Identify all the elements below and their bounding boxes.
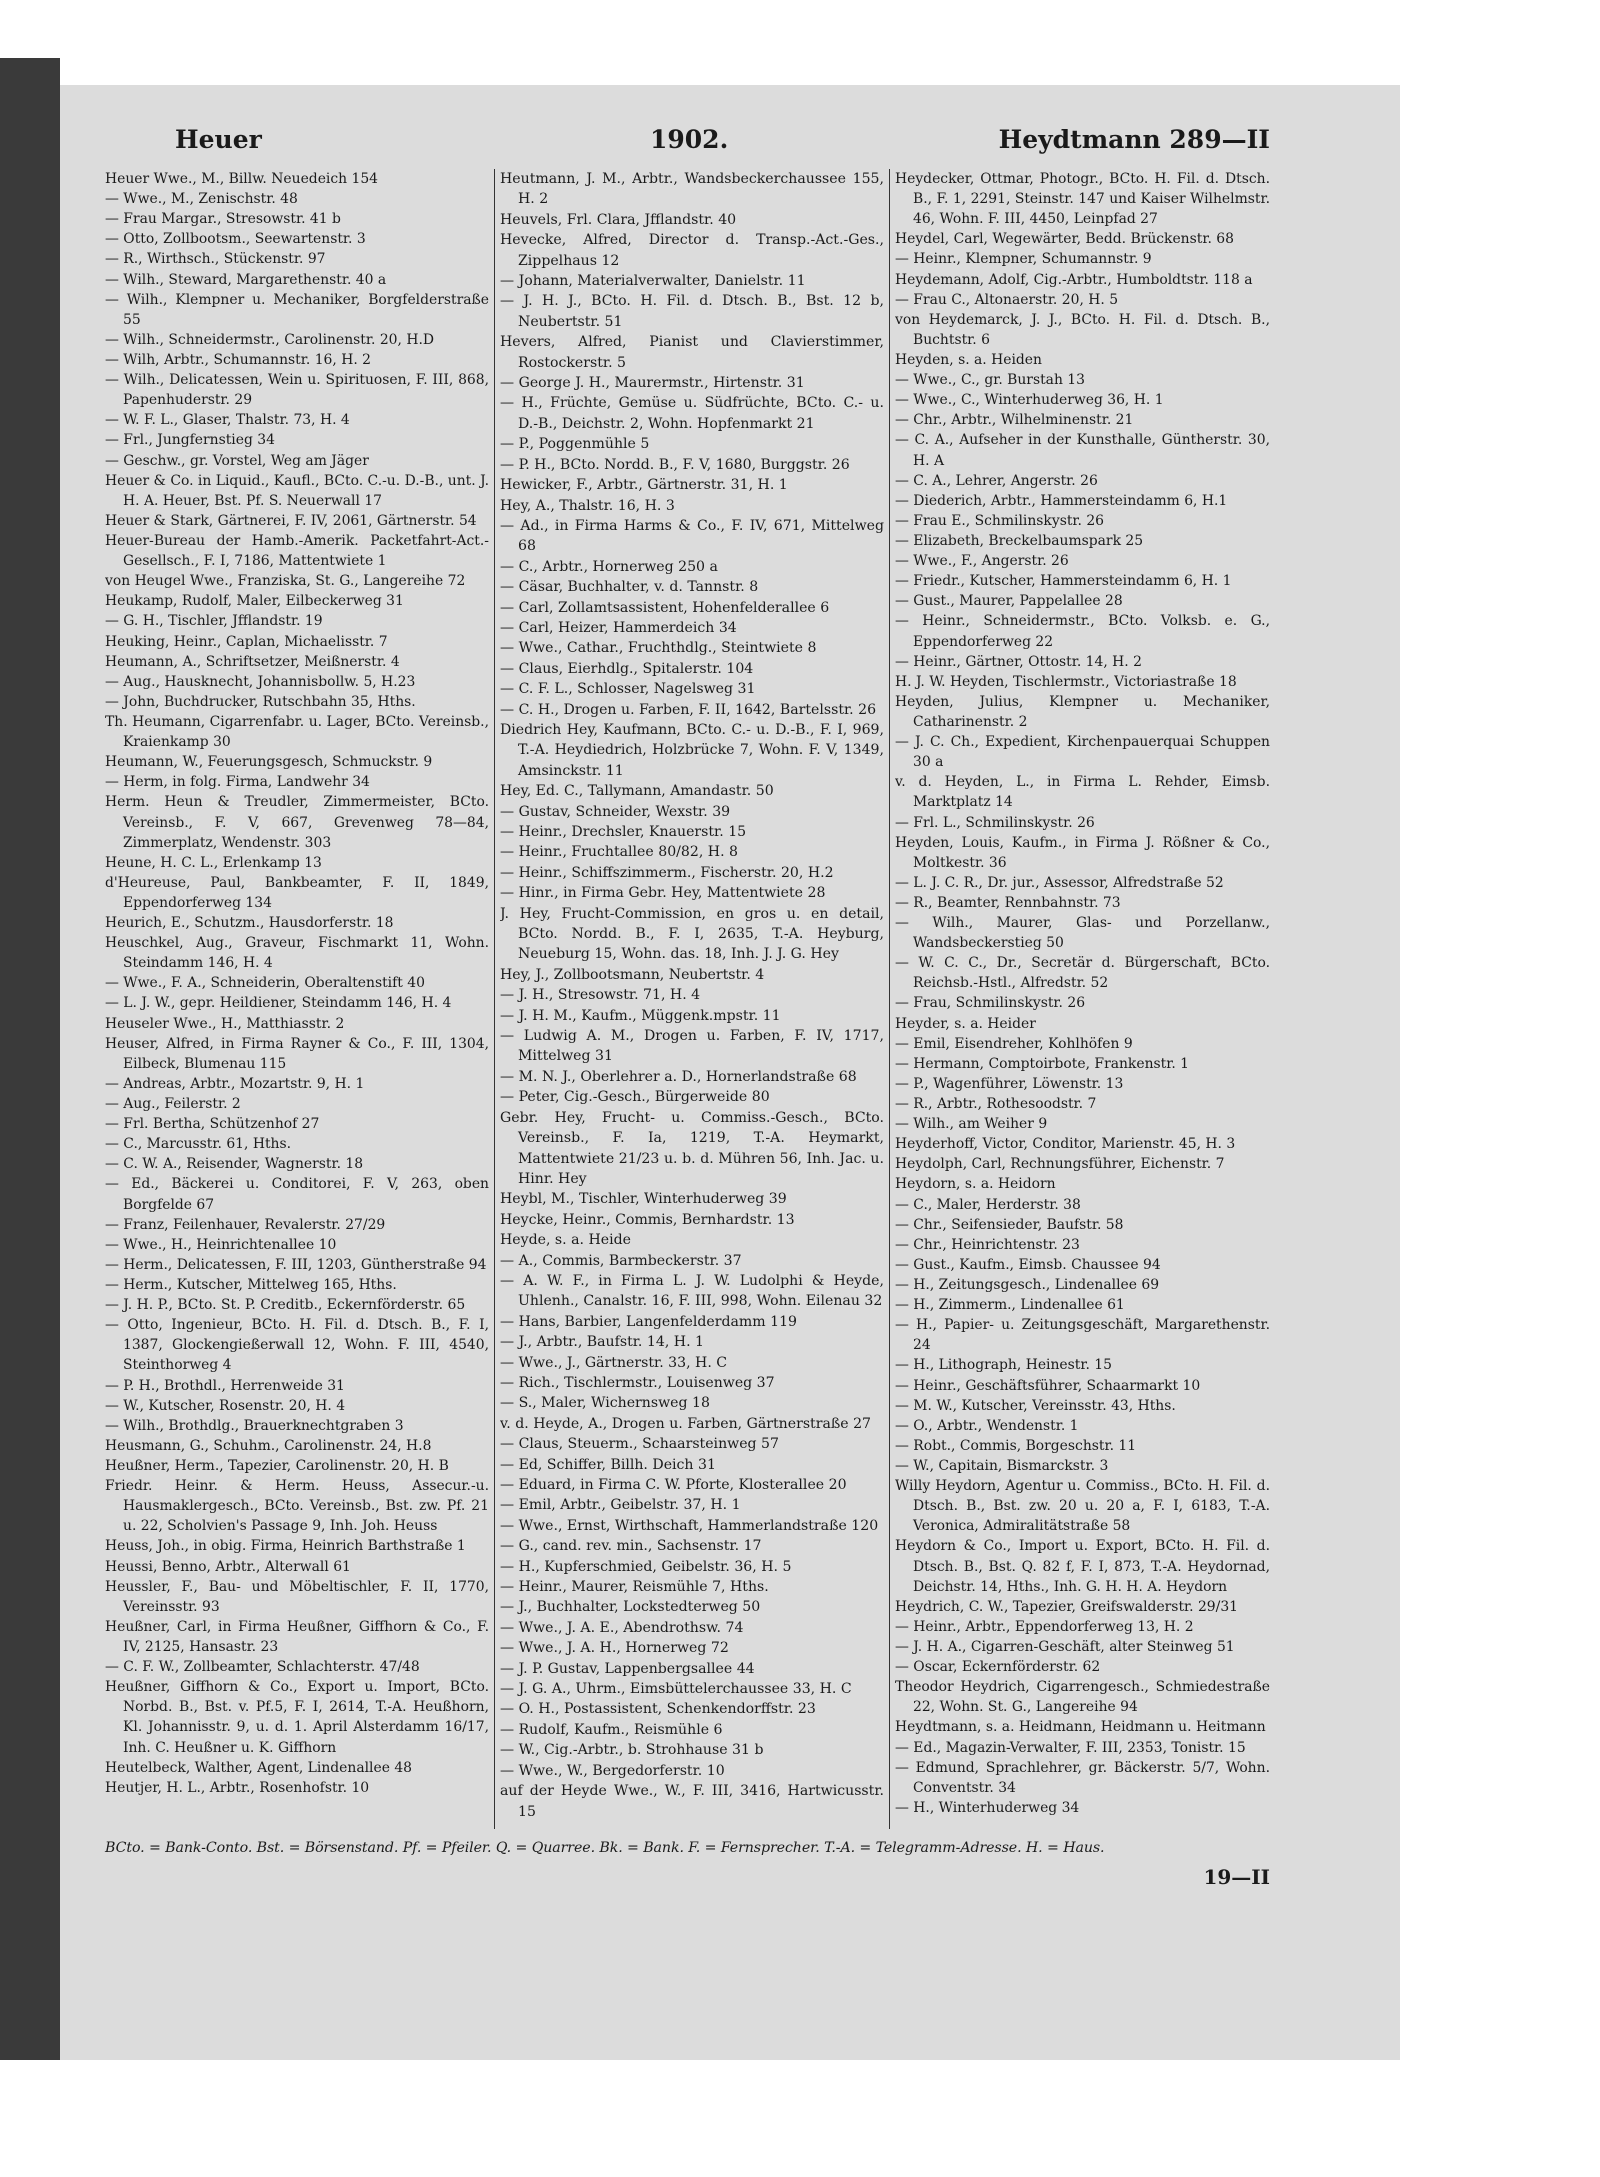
directory-entry: — P., Wagenführer, Löwenstr. 13 [895, 1075, 1124, 1092]
directory-entry: — P., Poggenmühle 5 [500, 436, 650, 453]
directory-entry: — C. F. W., Zollbeamter, Schlachterstr. 47/48 [105, 1659, 420, 1676]
directory-entry: — Chr., Arbtr., Wilhelminenstr. 21 [895, 412, 1134, 429]
directory-entry: Heußner, Giffhorn & Co., Export u. Import, BCto. Norbd. B., Bst. v. Pf.5, F. I, 2614, T.-A. Heußhorn, Kl. Johannisstr. 9, u. d. 1. April Alsterdamm 16/17, Inh. C. Heußner u. K. Giffhorn [105, 1679, 489, 1756]
directory-entry: — M. N. J., Oberlehrer a. D., Hornerlandstraße 68 [500, 1068, 857, 1085]
directory-entry: — Rudolf, Kaufm., Reismühle 6 [500, 1721, 723, 1738]
directory-entry: J. Hey, Frucht-Commission, en gros u. en detail, BCto. Nordd. B., F. I, 2635, T.-A. Heyburg, Neueburg 15, Wohn. das. 18, Inh. J. J. G. Hey [500, 905, 884, 963]
directory-entry: — Wwe., F. A., Schneiderin, Oberaltenstift 40 [105, 975, 425, 992]
directory-entry: Heutjer, H. L., Arbtr., Rosenhofstr. 10 [105, 1779, 370, 1796]
directory-entry: Heydolph, Carl, Rechnungsführer, Eichenstr. 7 [895, 1156, 1225, 1173]
directory-entry: — H., Zimmerm., Lindenallee 61 [895, 1297, 1125, 1314]
directory-entry: Heybl, M., Tischler, Winterhuderweg 39 [500, 1191, 787, 1208]
directory-entry: — S., Maler, Wichernsweg 18 [500, 1395, 710, 1412]
directory-entry: — A. W. F., in Firma L. J. W. Ludolphi & Heyde, Uhlenh., Canalstr. 16, F. III, 998, Wohn. Eilenau 32 [500, 1272, 884, 1310]
directory-entry: — Wwe., M., Zenischstr. 48 [105, 191, 298, 208]
directory-entry: — Herm, in folg. Firma, Landwehr 34 [105, 774, 370, 791]
directory-entry: — O. H., Postassistent, Schenkendorffstr. 23 [500, 1701, 816, 1718]
directory-entry: — H., Früchte, Gemüse u. Südfrüchte, BCto. C.- u. D.-B., Deichstr. 2, Wohn. Hopfenmarkt 21 [500, 395, 884, 432]
directory-entry: — C., Marcusstr. 61, Hths. [105, 1136, 292, 1153]
directory-entry: Heuer & Co. in Liquid., Kaufl., BCto. C.-u. D.-B., unt. J. H. A. Heuer, Bst. Pf. S. Neuerwall 17 [105, 472, 489, 509]
directory-entry: Herm. Heun & Treudler, Zimmermeister, BCto. Vereinsb., F. V, 667, Grevenweg 78—84, Zimmerplatz, Wendenstr. 303 [105, 794, 489, 851]
directory-entry: — Wwe., C., Winterhuderweg 36, H. 1 [895, 392, 1164, 409]
directory-entry: Heußner, Carl, in Firma Heußner, Giffhorn & Co., F. IV, 2125, Hansastr. 23 [105, 1618, 489, 1655]
directory-entry: — J. C. Ch., Expedient, Kirchenpauerquai Schuppen 30 a [895, 734, 1270, 771]
directory-entry: Th. Heumann, Cigarrenfabr. u. Lager, BCto. Vereinsb., Kraienkamp 30 [105, 713, 489, 751]
directory-entry: — C., Maler, Herderstr. 38 [895, 1196, 1081, 1213]
directory-entry: — G. H., Tischler, Jfflandstr. 19 [105, 613, 323, 630]
directory-entry: — Wilh., Steward, Margarethenstr. 40 a [105, 271, 387, 288]
directory-entry: — P. H., Brothdl., Herrenweide 31 [105, 1377, 345, 1394]
directory-entry: Heusmann, G., Schuhm., Carolinenstr. 24, H.8 [105, 1437, 432, 1454]
directory-entry: — R., Beamter, Rennbahnstr. 73 [895, 894, 1121, 911]
directory-entry: — J. H. J., BCto. H. Fil. d. Dtsch. B., Bst. 12 b, Neubertstr. 51 [500, 293, 884, 330]
directory-entry: — C. A., Lehrer, Angerstr. 26 [895, 472, 1098, 489]
directory-entry: — Wwe., H., Heinrichtenallee 10 [105, 1236, 337, 1253]
directory-entry: — Eduard, in Firma C. W. Pforte, Klosterallee 20 [500, 1477, 847, 1493]
directory-entry: — Emil, Arbtr., Geibelstr. 37, H. 1 [500, 1497, 741, 1514]
directory-entry: Heydel, Carl, Wegewärter, Bedd. Brückenstr. 68 [895, 231, 1234, 248]
directory-entry: — Wilh., Maurer, Glas- und Porzellanw., Wandsbeckerstieg 50 [895, 915, 1270, 952]
directory-entry: Heydorn, s. a. Heidorn [895, 1176, 1056, 1193]
directory-entry: — Wwe., Ernst, Wirthschaft, Hammerlandstraße 120 [500, 1517, 879, 1534]
directory-entry: Hewicker, F., Arbtr., Gärtnerstr. 31, H. 1 [500, 477, 788, 494]
directory-entry: — Otto, Zollbootsm., Seewartenstr. 3 [105, 231, 366, 248]
directory-entry: — Frl. L., Schmilinskystr. 26 [895, 814, 1095, 831]
directory-entry: — M. W., Kutscher, Vereinsstr. 43, Hths. [895, 1397, 1176, 1414]
directory-entry: Hevers, Alfred, Pianist und Clavierstimmer, Rostockerstr. 5 [500, 334, 884, 371]
directory-entry: — W. F. L., Glaser, Thalstr. 73, H. 4 [105, 412, 350, 429]
directory-entry: — Aug., Feilerstr. 2 [105, 1096, 241, 1113]
directory-entry: Heydtmann, s. a. Heidmann, Heidmann u. Heitmann [895, 1719, 1266, 1736]
directory-entry: Heumann, W., Feuerungsgesch, Schmuckstr. 9 [105, 754, 433, 771]
directory-entry: — Carl, Heizer, Hammerdeich 34 [500, 619, 737, 636]
directory-entry: — J. G. A., Uhrm., Eimsbüttelerchaussee 33, H. C [500, 1681, 852, 1698]
directory-entry: Heuseler Wwe., H., Matthiasstr. 2 [105, 1015, 345, 1032]
directory-entry: — Geschw., gr. Vorstel, Weg am Jäger [105, 452, 369, 469]
directory-entry: Heyden, Julius, Klempner u. Mechaniker, Catharinenstr. 2 [895, 693, 1270, 730]
directory-entry: — Peter, Cig.-Gesch., Bürgerweide 80 [500, 1089, 770, 1106]
directory-entry: — Heinr., Gärtner, Ottostr. 14, H. 2 [895, 653, 1142, 670]
directory-entry: — W., Capitain, Bismarckstr. 3 [895, 1458, 1109, 1474]
directory-entry: — J. P. Gustav, Lappenbergsallee 44 [500, 1660, 755, 1677]
directory-entry: — Wwe., J. A. H., Hornerweg 72 [500, 1640, 729, 1657]
directory-entry: — John, Buchdrucker, Rutschbahn 35, Hths. [105, 693, 416, 710]
book-binding [0, 58, 60, 2060]
directory-entry: — Claus, Steuerm., Schaarsteinweg 57 [500, 1436, 779, 1453]
directory-entry: — Heinr., Maurer, Reismühle 7, Hths. [500, 1579, 769, 1596]
directory-entry: — Wilh., Schneidermstr., Carolinenstr. 20, H.D [105, 331, 434, 348]
directory-entry: — Wwe., W., Bergedorferstr. 10 [500, 1762, 725, 1779]
directory-entry: — R., Arbtr., Rothesoodstr. 7 [895, 1096, 1097, 1113]
directory-entry: — Heinr., Fruchtallee 80/82, H. 8 [500, 844, 739, 861]
directory-entry: Heyden, s. a. Heiden [895, 351, 1042, 368]
directory-entry: — Herm., Delicatessen, F. III, 1203, Güntherstraße 94 [105, 1256, 487, 1273]
directory-entry: — J., Buchhalter, Lockstedterweg 50 [500, 1599, 761, 1616]
directory-entry: — Wilh., Klempner u. Mechaniker, Borgfelderstraße 55 [105, 291, 489, 328]
abbreviation-legend: BCto. = Bank-Conto. Bst. = Börsenstand. Pf. = Pfeiler. Q. = Quarree. Bk. = Bank. F. = Fernsprecher. T.-A. = Telegramm-Adresse. H. = Haus. [105, 1840, 1105, 1856]
directory-entry: Diedrich Hey, Kaufmann, BCto. C.- u. D.-B., F. I, 969, T.-A. Heydiedrich, Holzbrücke 7, Wohn. F. V, 1349, Amsinckstr. 11 [500, 721, 884, 779]
directory-entry: — Frau C., Altonaerstr. 20, H. 5 [895, 291, 1119, 308]
header-year: 1902. [650, 125, 729, 154]
directory-entry: — Ed., Bäckerei u. Conditorei, F. V, 263, oben Borgfelde 67 [105, 1176, 489, 1213]
running-head [105, 125, 1270, 161]
directory-entry: Heydecker, Ottmar, Photogr., BCto. H. Fil. d. Dtsch. B., F. 1, 2291, Steinstr. 147 und Kaiser Wilhelmstr. 46, Wohn. F. III, 4450, Leinpfad 27 [895, 171, 1270, 228]
directory-entry: — C., Arbtr., Hornerweg 250 a [500, 558, 718, 575]
column-divider [889, 169, 890, 1829]
directory-entry: Hey, J., Zollbootsmann, Neubertstr. 4 [500, 966, 765, 983]
directory-entry: Heuer Wwe., M., Billw. Neuedeich 154 [105, 171, 379, 187]
directory-entry: — Edmund, Sprachlehrer, gr. Bäckerstr. 5/7, Wohn. Conventstr. 34 [895, 1759, 1270, 1796]
directory-entry: — Claus, Eierhdlg., Spitalerstr. 104 [500, 660, 754, 677]
directory-entry: Heußner, Herm., Tapezier, Carolinenstr. 20, H. B [105, 1458, 449, 1474]
directory-entry: — Wwe., J. A. E., Abendrothsw. 74 [500, 1619, 744, 1636]
directory-entry: Heydemann, Adolf, Cig.-Arbtr., Humboldtstr. 118 a [895, 271, 1253, 288]
directory-entry: — Frau Margar., Stresowstr. 41 b [105, 211, 341, 228]
directory-entry: — Heinr., Geschäftsführer, Schaarmarkt 10 [895, 1377, 1201, 1394]
column-divider [494, 169, 495, 1829]
directory-entry: Willy Heydorn, Agentur u. Commiss., BCto. H. Fil. d. Dtsch. B., Bst. zw. 20 u. 20 a, F. I, 6183, T.-A. Veronica, Admiralitätstraße 58 [895, 1478, 1270, 1535]
directory-entry: — Rich., Tischlermstr., Louisenweg 37 [500, 1374, 775, 1391]
directory-entry: Hey, A., Thalstr. 16, H. 3 [500, 497, 675, 514]
column-3 [895, 169, 1270, 1829]
directory-entry: — J., Arbtr., Baufstr. 14, H. 1 [500, 1334, 705, 1351]
directory-entry: — C. A., Aufseher in der Kunsthalle, Güntherstr. 30, H. A [895, 432, 1270, 469]
directory-entry: — Franz, Feilenhauer, Revalerstr. 27/29 [105, 1216, 386, 1233]
directory-entry: Heuss, Joh., in obig. Firma, Heinrich Barthstraße 1 [105, 1538, 466, 1555]
directory-entry: — Elizabeth, Breckelbaumspark 25 [895, 532, 1144, 549]
directory-entry: — Frau, Schmilinskystr. 26 [895, 995, 1086, 1012]
directory-entry: — Heinr., Schneidermstr., BCto. Volksb. e. G., Eppendorferweg 22 [895, 613, 1270, 650]
directory-entry: — Heinr., Drechsler, Knauerstr. 15 [500, 824, 747, 840]
directory-entry: Hey, Ed. C., Tallymann, Amandastr. 50 [500, 783, 774, 800]
directory-entry: — Frl., Jungfernstieg 34 [105, 432, 275, 449]
directory-entry: — J. H., Stresowstr. 71, H. 4 [500, 987, 701, 1004]
directory-entry: — Chr., Heinrichtenstr. 23 [895, 1236, 1080, 1253]
directory-entry: Hevecke, Alfred, Director d. Transp.-Act.-Ges., Zippelhaus 12 [500, 232, 884, 269]
directory-entry: Heutmann, J. M., Arbtr., Wandsbeckerchaussee 155, H. 2 [500, 171, 884, 208]
directory-entry: — Heinr., Schiffszimmerm., Fischerstr. 20, H.2 [500, 864, 834, 881]
directory-entry: — Wilh., Delicatessen, Wein u. Spirituosen, F. III, 868, Papenhuderstr. 29 [105, 372, 489, 409]
directory-entry: — Ed, Schiffer, Billh. Deich 31 [500, 1456, 716, 1473]
header-left-keyword: Heuer [175, 125, 262, 154]
directory-entry: — Diederich, Arbtr., Hammersteindamm 6, H.1 [895, 492, 1228, 509]
directory-entry: von Heugel Wwe., Franziska, St. G., Langereihe 72 [105, 573, 466, 590]
directory-entry: — Wwe., Cathar., Fruchthdlg., Steintwiete 8 [500, 640, 817, 657]
directory-entry: Heycke, Heinr., Commis, Bernhardstr. 13 [500, 1211, 795, 1228]
directory-entry: auf der Heyde Wwe., W., F. III, 3416, Hartwicusstr. 15 [500, 1783, 884, 1820]
directory-entry: — H., Lithograph, Heinestr. 15 [895, 1357, 1112, 1374]
directory-entry: — Ad., in Firma Harms & Co., F. IV, 671, Mittelweg 68 [500, 517, 884, 555]
directory-entry: — Hermann, Comptoirbote, Frankenstr. 1 [895, 1055, 1190, 1072]
column-1 [105, 169, 489, 1829]
directory-entry: — C. H., Drogen u. Farben, F. II, 1642, Bartelsstr. 26 [500, 701, 877, 718]
directory-entry: Heydorn & Co., Import u. Export, BCto. H. Fil. d. Dtsch. B., Bst. Q. 82 f, F. I, 873, T.-A. Heydornad, Deichstr. 14, Hths., Inh. G. H. H. A. Heydorn [895, 1538, 1270, 1595]
directory-entry: — L. J. C. R., Dr. jur., Assessor, Alfredstraße 52 [895, 874, 1224, 891]
directory-entry: — George J. H., Maurermstr., Hirtenstr. 31 [500, 375, 805, 392]
directory-entry: — C. F. L., Schlosser, Nagelsweg 31 [500, 681, 756, 698]
directory-entry: — Oscar, Eckernförderstr. 62 [895, 1659, 1101, 1676]
directory-entry: Heyderhoff, Victor, Conditor, Marienstr. 45, H. 3 [895, 1136, 1236, 1153]
directory-entry: — Cäsar, Buchhalter, v. d. Tannstr. 8 [500, 579, 759, 596]
directory-entry: von Heydemarck, J. J., BCto. H. Fil. d. Dtsch. B., Buchtstr. 6 [895, 311, 1270, 348]
directory-entry: — Gustav, Schneider, Wexstr. 39 [500, 803, 731, 820]
directory-entry: — Hans, Barbier, Langenfelderdamm 119 [500, 1313, 798, 1330]
sheet-signature: 19—II [1203, 1865, 1270, 1889]
directory-page [105, 125, 1270, 1900]
directory-entry: — O., Arbtr., Wendenstr. 1 [895, 1417, 1079, 1434]
directory-entry: Heune, H. C. L., Erlenkamp 13 [105, 854, 322, 871]
directory-entry: Heurich, E., Schutzm., Hausdorferstr. 18 [105, 915, 394, 932]
directory-entry: — H., Winterhuderweg 34 [895, 1799, 1080, 1816]
directory-entry: — W., Kutscher, Rosenstr. 20, H. 4 [105, 1397, 346, 1414]
directory-entry: — W. C. C., Dr., Secretär d. Bürgerschaft, BCto. Reichsb.-Hstl., Alfredstr. 52 [895, 955, 1270, 992]
header-right-keyword: Heydtmann 289—II [998, 125, 1270, 154]
directory-entry: — Carl, Zollamtsassistent, Hohenfelderallee 6 [500, 599, 830, 616]
directory-entry: Heyder, s. a. Heider [895, 1015, 1036, 1032]
directory-entry: — Gust., Kaufm., Eimsb. Chaussee 94 [895, 1256, 1161, 1273]
directory-entry: Heuking, Heinr., Caplan, Michaelisstr. 7 [105, 633, 388, 650]
directory-entry: — Wilh., am Weiher 9 [895, 1116, 1048, 1133]
directory-entry: — J. H. P., BCto. St. P. Creditb., Eckernförderstr. 65 [105, 1297, 466, 1314]
directory-entry: — Ludwig A. M., Drogen u. Farben, F. IV, 1717, Mittelweg 31 [500, 1028, 884, 1065]
directory-entry: Heussler, F., Bau- und Möbeltischler, F. II, 1770, Vereinsstr. 93 [105, 1578, 489, 1615]
directory-entry: — Andreas, Arbtr., Mozartstr. 9, H. 1 [105, 1075, 365, 1092]
directory-entry: — Wilh., Brothdlg., Brauerknechtgraben 3 [105, 1417, 404, 1434]
directory-entry: — C. W. A., Reisender, Wagnerstr. 18 [105, 1156, 364, 1173]
directory-entry: Friedr. Heinr. & Herm. Heuss, Assecur.-u. Hausmaklergesch., BCto. Vereinsb., Bst. zw. Pf. 21 u. 22, Scholvien's Passage 9, Inh. Joh. Heuss [105, 1478, 489, 1535]
directory-entry: — L. J. W., gepr. Heildiener, Steindamm 146, H. 4 [105, 995, 452, 1012]
directory-entry: — H., Kupferschmied, Geibelstr. 36, H. 5 [500, 1558, 792, 1575]
column-2 [500, 169, 884, 1829]
directory-entry: — W., Cig.-Arbtr., b. Strohhause 31 b [500, 1742, 764, 1759]
directory-entry: — J. H. M., Kaufm., Müggenk.mpstr. 11 [500, 1007, 781, 1024]
directory-entry: Heukamp, Rudolf, Maler, Eilbeckerweg 31 [105, 593, 404, 610]
directory-entry: — A., Commis, Barmbeckerstr. 37 [500, 1252, 742, 1269]
directory-entry: — Chr., Seifensieder, Baufstr. 58 [895, 1216, 1124, 1233]
directory-entry: — Friedr., Kutscher, Hammersteindamm 6, H. 1 [895, 573, 1232, 590]
directory-entry: d'Heureuse, Paul, Bankbeamter, F. II, 1849, Eppendorferweg 134 [105, 874, 489, 911]
directory-entry: — Heinr., Klempner, Schumannstr. 9 [895, 251, 1152, 268]
directory-entry: — Herm., Kutscher, Mittelweg 165, Hths. [105, 1277, 397, 1294]
directory-entry: Heussi, Benno, Arbtr., Alterwall 61 [105, 1558, 351, 1575]
directory-entry: — R., Wirthsch., Stückenstr. 97 [105, 251, 326, 268]
directory-entry: H. J. W. Heyden, Tischlermstr., Victoriastraße 18 [895, 673, 1237, 690]
directory-entry: — J. H. A., Cigarren-Geschäft, alter Steinweg 51 [895, 1638, 1235, 1655]
directory-entry: — Gust., Maurer, Pappelallee 28 [895, 593, 1123, 610]
directory-entry: Heuer & Stark, Gärtnerei, F. IV, 2061, Gärtnerstr. 54 [105, 512, 477, 529]
directory-entry: — Wwe., C., gr. Burstah 13 [895, 372, 1085, 389]
directory-entry: Heyde, s. a. Heide [500, 1232, 631, 1249]
directory-entry: — Hinr., in Firma Gebr. Hey, Mattentwiete 28 [500, 885, 826, 902]
directory-entry: — Heinr., Arbtr., Eppendorferweg 13, H. 2 [895, 1618, 1194, 1635]
directory-entry: Theodor Heydrich, Cigarrengesch., Schmiedestraße 22, Wohn. St. G., Langereihe 94 [895, 1679, 1270, 1716]
directory-entry: Heyden, Louis, Kaufm., in Firma J. Rößner & Co., Moltkestr. 36 [895, 834, 1270, 871]
directory-entry: Heuser, Alfred, in Firma Rayner & Co., F. III, 1304, Eilbeck, Blumenau 115 [105, 1035, 489, 1072]
directory-entry: — Otto, Ingenieur, BCto. H. Fil. d. Dtsch. B., F. I, 1387, Glockengießerwall 12, Wohn. F. III, 4540, Steinthorweg 4 [105, 1317, 489, 1374]
directory-entry: — Johann, Materialverwalter, Danielstr. 11 [500, 273, 806, 290]
directory-entry: v. d. Heyden, L., in Firma L. Rehder, Eimsb. Marktplatz 14 [895, 774, 1270, 811]
directory-entry: Heuvels, Frl. Clara, Jfflandstr. 40 [500, 211, 737, 228]
directory-entry: — Ed., Magazin-Verwalter, F. III, 2353, Tonistr. 15 [895, 1739, 1246, 1756]
directory-entry: Heumann, A., Schriftsetzer, Meißnerstr. 4 [105, 653, 400, 670]
directory-entry: — H., Zeitungsgesch., Lindenallee 69 [895, 1277, 1160, 1294]
directory-entry: — Robt., Commis, Borgeschstr. 11 [895, 1437, 1137, 1454]
directory-entry: Heuschkel, Aug., Graveur, Fischmarkt 11, Wohn. Steindamm 146, H. 4 [105, 935, 489, 972]
directory-entry: Heuer-Bureau der Hamb.-Amerik. Packetfahrt-Act.-Gesellsch., F. I, 7186, Mattentwiete 1 [105, 532, 489, 570]
directory-entry: — H., Papier- u. Zeitungsgeschäft, Margarethenstr. 24 [895, 1317, 1270, 1354]
directory-entry: — Frau E., Schmilinskystr. 26 [895, 512, 1105, 529]
directory-entry: — Wilh, Arbtr., Schumannstr. 16, H. 2 [105, 351, 371, 368]
directory-entry: — G., cand. rev. min., Sachsenstr. 17 [500, 1538, 762, 1555]
directory-entry: — Wwe., F., Angerstr. 26 [895, 553, 1069, 570]
directory-entry: — Frl. Bertha, Schützenhof 27 [105, 1116, 320, 1133]
directory-entry: v. d. Heyde, A., Drogen u. Farben, Gärtnerstraße 27 [500, 1415, 872, 1432]
directory-entry: Heutelbeck, Walther, Agent, Lindenallee 48 [105, 1759, 413, 1776]
directory-entry: — Emil, Eisendreher, Kohlhöfen 9 [895, 1035, 1133, 1052]
directory-entry: Gebr. Hey, Frucht- u. Commiss.-Gesch., BCto. Vereinsb., F. Ia, 1219, T.-A. Heymarkt, Mattentwiete 21/23 u. b. d. Mühren 56, Inh. Jac. u. Hinr. Hey [500, 1109, 884, 1187]
directory-entry: Heydrich, C. W., Tapezier, Greifswalderstr. 29/31 [895, 1598, 1238, 1615]
directory-entry: — P. H., BCto. Nordd. B., F. V, 1680, Burggstr. 26 [500, 456, 850, 473]
directory-entry: — Wwe., J., Gärtnerstr. 33, H. C [500, 1354, 728, 1371]
directory-entry: — Aug., Hausknecht, Johannisbollw. 5, H.23 [105, 673, 416, 690]
